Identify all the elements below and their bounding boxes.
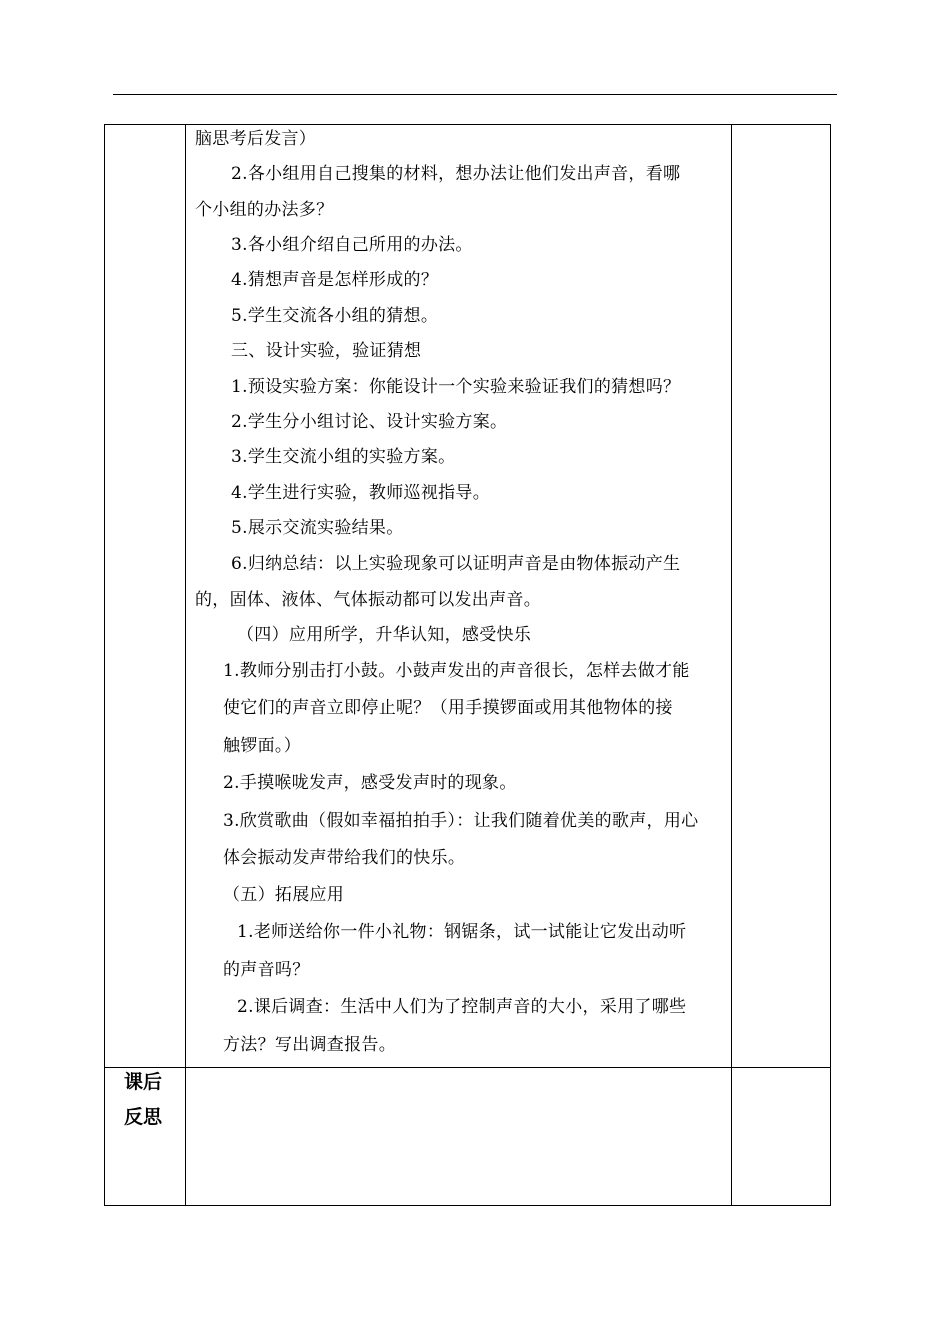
section-heading: （五）拓展应用	[223, 885, 345, 905]
column-divider-left	[185, 125, 186, 1205]
section-heading: 三、设计实验，验证猜想	[231, 341, 422, 361]
row-divider	[105, 1067, 830, 1068]
reflection-label-line1: 课后	[124, 1071, 163, 1093]
lesson-line: 2.各小组用自己搜集的材料，想办法让他们发出声音，看哪	[231, 164, 681, 184]
lesson-line: 方法？写出调查报告。	[223, 1035, 396, 1055]
lesson-line: 3.学生交流小组的实验方案。	[231, 447, 456, 467]
lesson-line: 3.欣赏歌曲（假如幸福拍拍手）：让我们随着优美的歌声，用心	[223, 811, 699, 831]
reflection-label-line2: 反思	[124, 1106, 163, 1128]
lesson-line: 使它们的声音立即停止呢？（用手摸锣面或用其他物体的接	[223, 698, 673, 718]
lesson-line: 2.手摸喉咙发声，感受发声时的现象。	[223, 773, 517, 793]
lesson-line: 2.学生分小组讨论、设计实验方案。	[231, 412, 508, 432]
lesson-line: 个小组的办法多？	[195, 200, 334, 220]
lesson-line: 1.老师送给你一件小礼物：钢锯条，试一试能让它发出动听	[237, 922, 687, 942]
lesson-line: 5.展示交流实验结果。	[231, 518, 404, 538]
lesson-line: 1.预设实验方案：你能设计一个实验来验证我们的猜想吗？	[231, 377, 681, 397]
lesson-plan-table	[104, 124, 831, 1206]
lesson-line: 5.学生交流各小组的猜想。	[231, 306, 439, 326]
lesson-line: 1.教师分别击打小鼓。小鼓声发出的声音很长，怎样去做才能	[223, 661, 690, 681]
lesson-line: 4.猜想声音是怎样形成的？	[231, 270, 439, 290]
lesson-line: 脑思考后发言）	[195, 129, 317, 149]
lesson-line: 6.归纳总结：以上实验现象可以证明声音是由物体振动产生	[231, 554, 681, 574]
lesson-line: 触锣面。）	[223, 736, 301, 756]
section-heading: （四）应用所学，升华认知，感受快乐	[237, 625, 532, 645]
column-divider-right	[731, 125, 732, 1205]
lesson-line: 的，固体、液体、气体振动都可以发出声音。	[195, 590, 541, 610]
lesson-line: 4.学生进行实验，教师巡视指导。	[231, 483, 491, 503]
lesson-line: 的声音吗？	[223, 960, 310, 980]
lesson-line: 3.各小组介绍自己所用的办法。	[231, 235, 473, 255]
lesson-line: 2.课后调查：生活中人们为了控制声音的大小，采用了哪些	[237, 997, 687, 1017]
header-rule	[113, 94, 837, 95]
lesson-line: 体会振动发声带给我们的快乐。	[223, 848, 466, 868]
